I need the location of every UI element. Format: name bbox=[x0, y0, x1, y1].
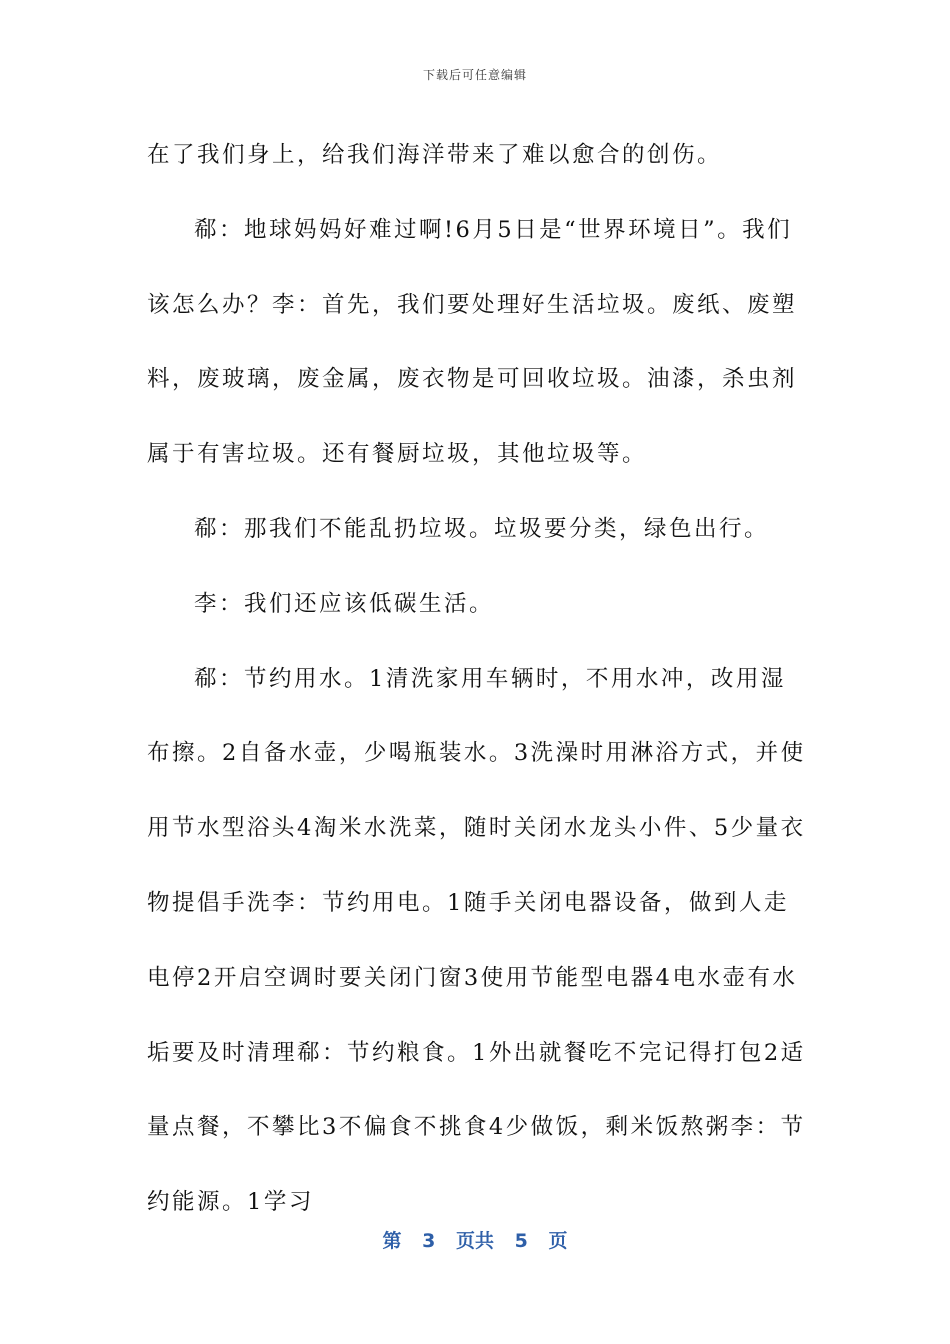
footer-middle: 页共 bbox=[455, 1230, 494, 1252]
paragraph-3: 郗：那我们不能乱扔垃圾。垃圾要分类，绿色出行。 bbox=[194, 515, 770, 542]
paragraph-5: 郗：节约用水。1清洗家用车辆时，不用水冲，改用湿布擦。2自备水壶，少喝瓶装水。3洗澡时用淋浴方式，并使用节水型浴头4淘米水洗菜，随时关闭水龙头小件、5少量衣物提倡手洗李：节约用电。1随手关闭电器设备，做到人走电停2开启空调时要关闭门窗3使用节能型电器4电水壶有水垢要及时清理郗：节约粮食。1外出就餐吃不完记得打包2适量点餐，不攀比3不偏食不挑食4少做饭，剩米饭熬粥李：节约能源。1学习 bbox=[147, 665, 806, 1216]
page-header bbox=[0, 66, 950, 83]
header-text: 下载后可任意编辑 bbox=[422, 68, 527, 82]
footer-prefix: 第 bbox=[382, 1230, 402, 1252]
paragraph-4: 李：我们还应该低碳生活。 bbox=[194, 590, 495, 617]
footer-suffix: 页 bbox=[548, 1230, 568, 1252]
document-body bbox=[147, 118, 807, 1240]
footer-current-page: 3 bbox=[422, 1230, 436, 1252]
paragraph-2: 郗：地球妈妈好难过啊!6月5日是“世界环境日”。我们该怎么办？李：首先，我们要处理好生活垃圾。废纸、废塑料，废玻璃，废金属，废衣物是可回收垃圾。油漆，杀虫剂属于有害垃圾。还有餐厨垃圾，其他垃圾等。 bbox=[147, 216, 798, 468]
paragraph-1: 在了我们身上，给我们海洋带来了难以愈合的创伤。 bbox=[147, 142, 723, 168]
page-footer bbox=[0, 1226, 950, 1253]
footer-total-pages: 5 bbox=[514, 1230, 528, 1252]
